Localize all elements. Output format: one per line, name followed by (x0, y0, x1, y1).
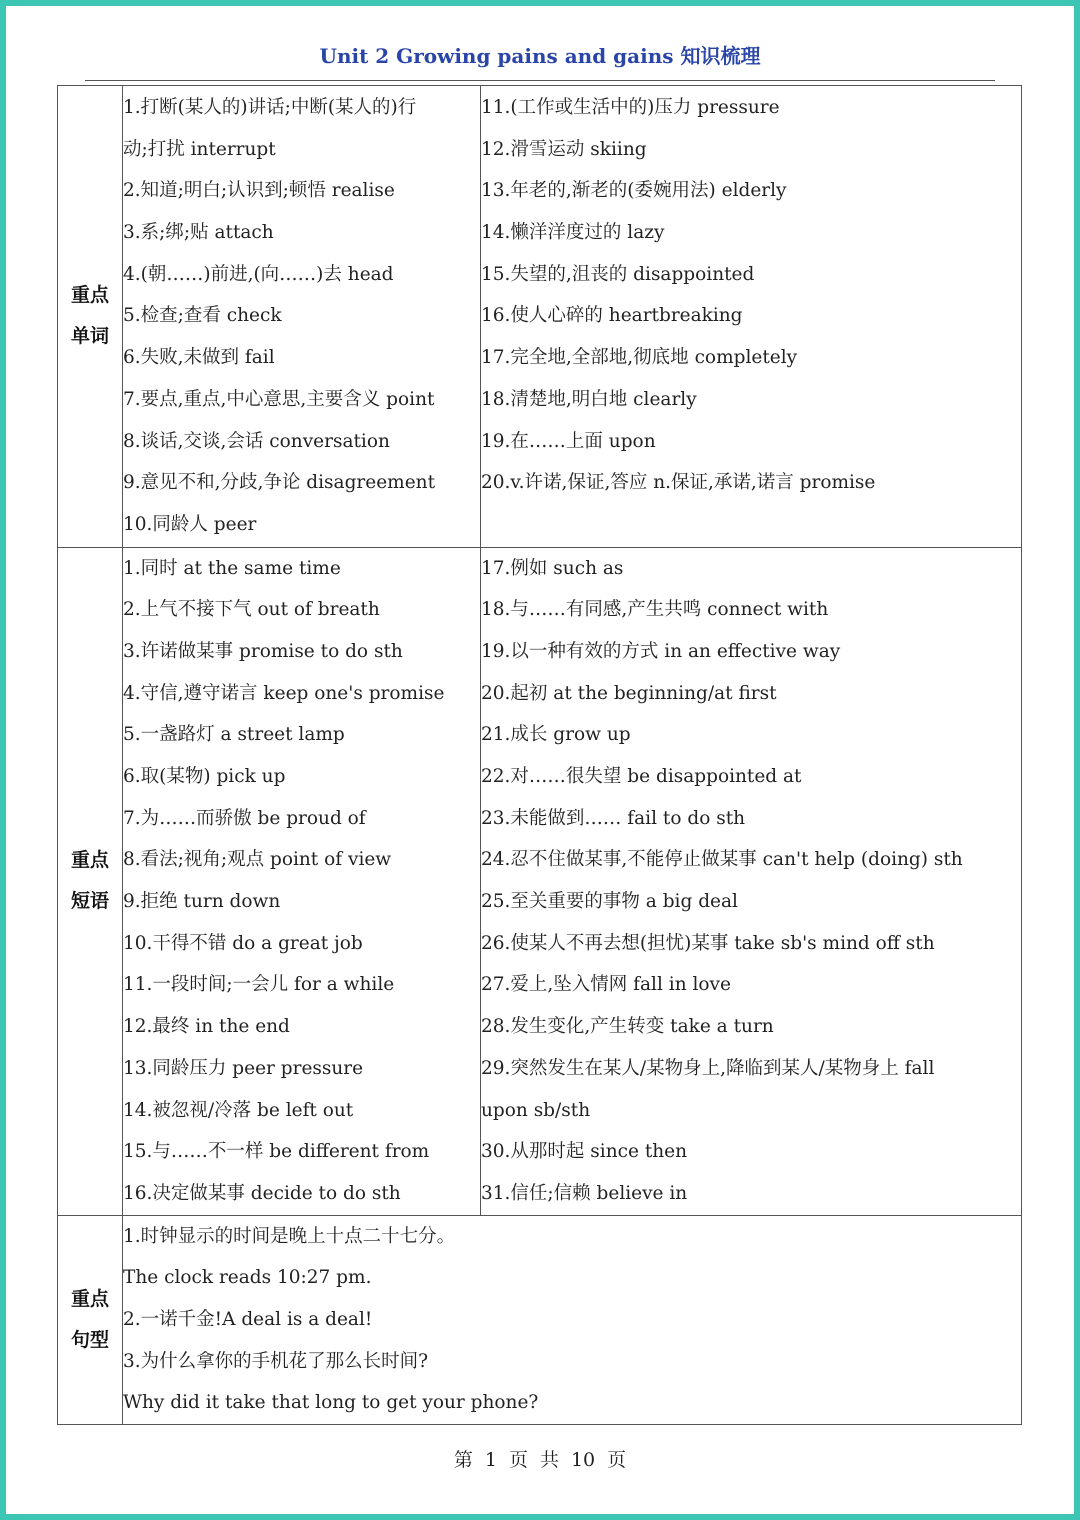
phrase-item: 2.上气不接下气 out of breath (123, 599, 380, 621)
word-item: 15.失望的,沮丧的 disappointed (481, 263, 755, 285)
word-item: 10.同龄人 peer (123, 513, 257, 535)
phrase-item: 7.为……而骄傲 be proud of (123, 807, 366, 829)
phrase-item: 20.起初 at the beginning/at first (481, 682, 777, 704)
word-item: 7.要点,重点,中心意思,主要含义 point (123, 388, 435, 410)
sentence-item: 1.时钟显示的时间是晚上十点二十七分。 (123, 1225, 456, 1247)
word-item: 13.年老的,渐老的(委婉用法) elderly (481, 180, 787, 202)
phrase-item: 18.与……有同感,产生共鸣 connect with (481, 599, 829, 621)
phrase-item: 22.对……很失望 be disappointed at (481, 766, 802, 787)
phrase-item: 8.看法;视角;观点 point of view (123, 849, 392, 871)
phrase-item: 14.被忽视/冷落 be left out (123, 1099, 354, 1121)
sentence-item: 2.一诺千金!A deal is a deal! (123, 1308, 373, 1330)
phrase-item: 28.发生变化,产生转变 take a turn (481, 1016, 774, 1038)
word-item: 6.失败,未做到 fail (123, 347, 275, 369)
word-item: 5.检查;查看 check (123, 305, 282, 327)
sentences-column (123, 1215, 1022, 1424)
phrase-item: 21.成长 grow up (481, 724, 631, 746)
word-item: 9.意见不和,分歧,争论 disagreement (123, 472, 435, 494)
word-item: 1.打断(某人的)讲话;中断(某人的)行 (123, 97, 417, 118)
phrase-item: 29.突然发生在某人/某物身上,降临到某人/某物身上 fall (481, 1057, 935, 1079)
word-item: 16.使人心碎的 heartbreaking (481, 305, 743, 327)
words-section (58, 86, 1022, 548)
knowledge-table (57, 85, 1022, 1425)
word-item: 18.清楚地,明白地 clearly (481, 388, 697, 410)
phrase-item: 10.干得不错 do a great job (123, 932, 363, 954)
phrase-item: upon sb/sth (481, 1099, 591, 1121)
sentence-item: The clock reads 10:27 pm. (123, 1267, 372, 1289)
phrases-right-column (481, 547, 1022, 1215)
phrase-item: 16.决定做某事 decide to do sth (123, 1182, 401, 1204)
category-sentences: 重点 句型 (58, 1215, 123, 1424)
category-phrases: 重点 短语 (58, 547, 123, 1215)
word-item: 14.懒洋洋度过的 lazy (481, 222, 665, 244)
word-item: 动;打扰 interrupt (123, 138, 276, 160)
phrase-item: 23.未能做到…… fail to do sth (481, 807, 746, 829)
phrase-item: 17.例如 such as (481, 557, 624, 579)
phrase-item: 13.同龄压力 peer pressure (123, 1057, 364, 1079)
phrase-item: 6.取(某物) pick up (123, 766, 286, 787)
page-number: 第 1 页 共 10 页 (453, 1449, 627, 1471)
word-item: 2.知道;明白;认识到;顿悟 realise (123, 180, 395, 202)
phrase-item: 27.爱上,坠入情网 fall in love (481, 974, 731, 996)
phrase-item: 15.与……不一样 be different from (123, 1141, 430, 1163)
phrase-item: 9.拒绝 turn down (123, 891, 281, 913)
word-item: 17.完全地,全部地,彻底地 completely (481, 347, 798, 369)
category-words: 重点 单词 (58, 86, 123, 548)
title-divider (85, 80, 995, 81)
phrases-section (58, 547, 1022, 1215)
words-left-column (123, 86, 481, 548)
phrase-item: 4.守信,遵守诺言 keep one's promise (123, 682, 445, 704)
phrase-item: 12.最终 in the end (123, 1016, 290, 1038)
phrase-item: 1.同时 at the same time (123, 557, 341, 579)
word-item: 8.谈话,交谈,会话 conversation (123, 430, 390, 452)
word-item: 20.v.许诺,保证,答应 n.保证,承诺,诺言 promise (481, 472, 876, 494)
phrase-item: 3.许诺做某事 promise to do sth (123, 640, 403, 662)
phrase-item: 25.至关重要的事物 a big deal (481, 891, 738, 913)
word-item: 4.(朝……)前进,(向……)去 head (123, 263, 394, 285)
phrase-item: 30.从那时起 since then (481, 1141, 688, 1163)
word-item: 3.系;绑;贴 attach (123, 222, 274, 244)
sentences-section (58, 1215, 1022, 1424)
phrase-item: 26.使某人不再去想(担忧)某事 take sb's mind off sth (481, 932, 935, 954)
word-item: 11.(工作或生活中的)压力 pressure (481, 97, 780, 118)
phrase-item: 24.忍不住做某事,不能停止做某事 can't help (doing) sth (481, 849, 963, 871)
word-item: 19.在……上面 upon (481, 430, 656, 452)
sentence-item: 3.为什么拿你的手机花了那么长时间? (123, 1350, 429, 1372)
phrase-item: 31.信任;信赖 believe in (481, 1182, 688, 1204)
phrase-item: 5.一盏路灯 a street lamp (123, 724, 345, 746)
phrase-item: 19.以一种有效的方式 in an effective way (481, 640, 841, 662)
page-title: Unit 2 Growing pains and gains 知识梳理 (319, 44, 761, 68)
sentence-item: Why did it take that long to get your phone? (123, 1392, 539, 1414)
word-item: 12.滑雪运动 skiing (481, 138, 647, 160)
words-right-column (481, 86, 1022, 548)
phrase-item: 11.一段时间;一会儿 for a while (123, 974, 395, 996)
phrases-left-column (123, 547, 481, 1215)
